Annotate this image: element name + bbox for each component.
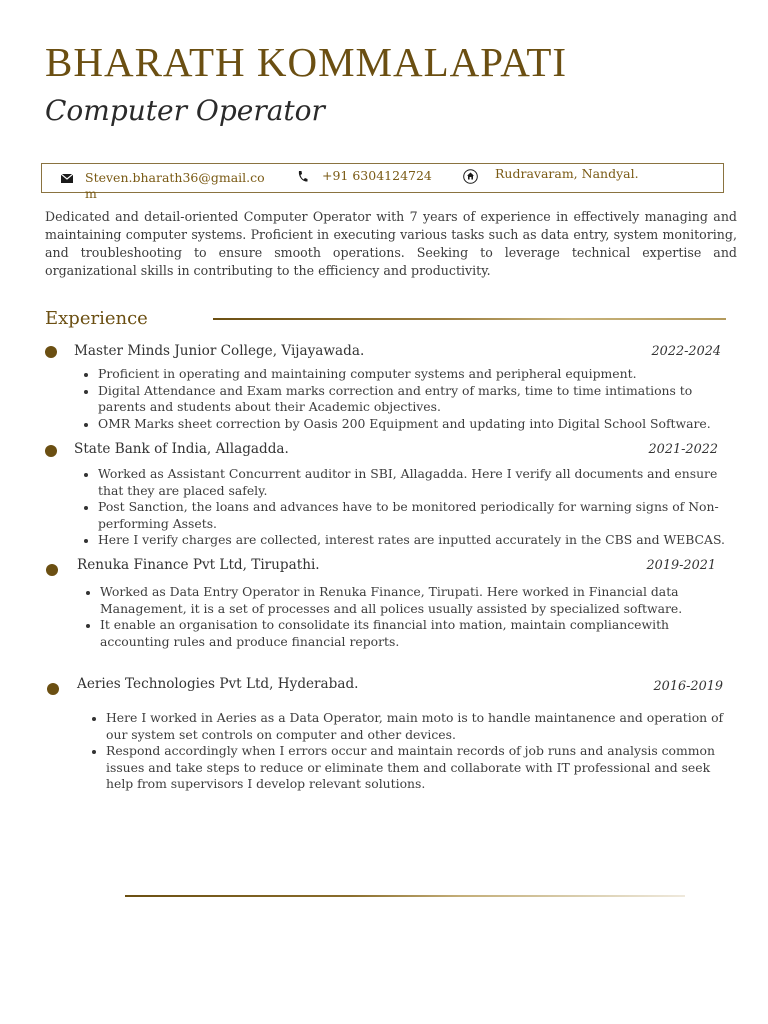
job-company: Renuka Finance Pvt Ltd, Tirupathi. bbox=[77, 557, 320, 573]
phone-icon bbox=[297, 170, 308, 183]
job-dates: 2022-2024 bbox=[651, 344, 721, 359]
home-icon bbox=[463, 169, 478, 184]
list-item: Proficient in operating and maintaining computer systems and peripheral equipment. bbox=[98, 366, 726, 383]
email-link[interactable]: Steven.bharath36@gmail.com bbox=[85, 170, 265, 201]
job-dates: 2021-2022 bbox=[648, 442, 718, 457]
job-dates: 2019-2021 bbox=[646, 558, 716, 573]
experience-heading: Experience bbox=[45, 308, 148, 329]
list-item: It enable an organisation to consolidate its financial into mation, maintain compliancewith accounting rules and produce financial reports. bbox=[100, 617, 690, 650]
list-item: Worked as Data Entry Operator in Renuka Finance, Tirupati. Here worked in Financial data Management, it is a set of processes and all polices usually assisted by specialized software. bbox=[100, 584, 690, 617]
timeline-dot bbox=[45, 346, 57, 358]
timeline-dot bbox=[47, 683, 59, 695]
list-item: Respond accordingly when I errors occur and maintain records of job runs and analysis common issues and take steps to reduce or eliminate them and collaborate with IT professional and seek help from supervisors I develop relevant solutions. bbox=[106, 743, 734, 793]
list-item: Worked as Assistant Concurrent auditor in SBI, Allagadda. Here I verify all documents and ensure that they are placed safely. bbox=[98, 466, 726, 499]
job-duties-list bbox=[106, 710, 734, 793]
list-item: Digital Attendance and Exam marks correction and entry of marks, time to time intimations to parents and students about their Academic objectives. bbox=[98, 383, 726, 416]
candidate-name: BHARATH KOMMALAPATI bbox=[45, 39, 568, 85]
envelope-icon bbox=[61, 174, 73, 183]
job-company: Aeries Technologies Pvt Ltd, Hyderabad. bbox=[77, 676, 359, 692]
list-item: Here I worked in Aeries as a Data Operator, main moto is to handle maintanence and operation of our system set controls on computer and other devices. bbox=[106, 710, 734, 743]
section-divider bbox=[213, 318, 726, 320]
profile-summary: Dedicated and detail-oriented Computer Operator with 7 years of experience in effectively managing and maintaining computer systems. Proficient in executing various tasks such as data entry, system monitoring, and troubleshooting to ensure smooth operations. Seeking to leverage technical expertise and organizational skills in contributing to the efficiency and productivity. bbox=[45, 209, 737, 278]
timeline-dot bbox=[45, 445, 57, 457]
job-duties-list bbox=[98, 466, 726, 549]
job-dates: 2016-2019 bbox=[653, 679, 723, 694]
job-company: State Bank of India, Allagadda. bbox=[74, 441, 289, 457]
list-item: Post Sanction, the loans and advances have to be monitored periodically for warning signs of Non-performing Assets. bbox=[98, 499, 726, 532]
timeline-dot bbox=[46, 564, 58, 576]
job-title-heading: Computer Operator bbox=[45, 94, 325, 127]
location-text: Rudravaram, Nandyal. bbox=[495, 166, 639, 181]
list-item: OMR Marks sheet correction by Oasis 200 Equipment and updating into Digital School Software. bbox=[98, 416, 726, 433]
phone-number[interactable]: +91 6304124724 bbox=[322, 168, 432, 183]
job-company: Master Minds Junior College, Vijayawada. bbox=[74, 343, 365, 359]
footer-divider bbox=[125, 895, 685, 897]
job-duties-list bbox=[100, 584, 690, 650]
job-duties-list bbox=[98, 366, 726, 432]
list-item: Here I verify charges are collected, interest rates are inputted accurately in the CBS and WEBCAS. bbox=[98, 532, 725, 548]
